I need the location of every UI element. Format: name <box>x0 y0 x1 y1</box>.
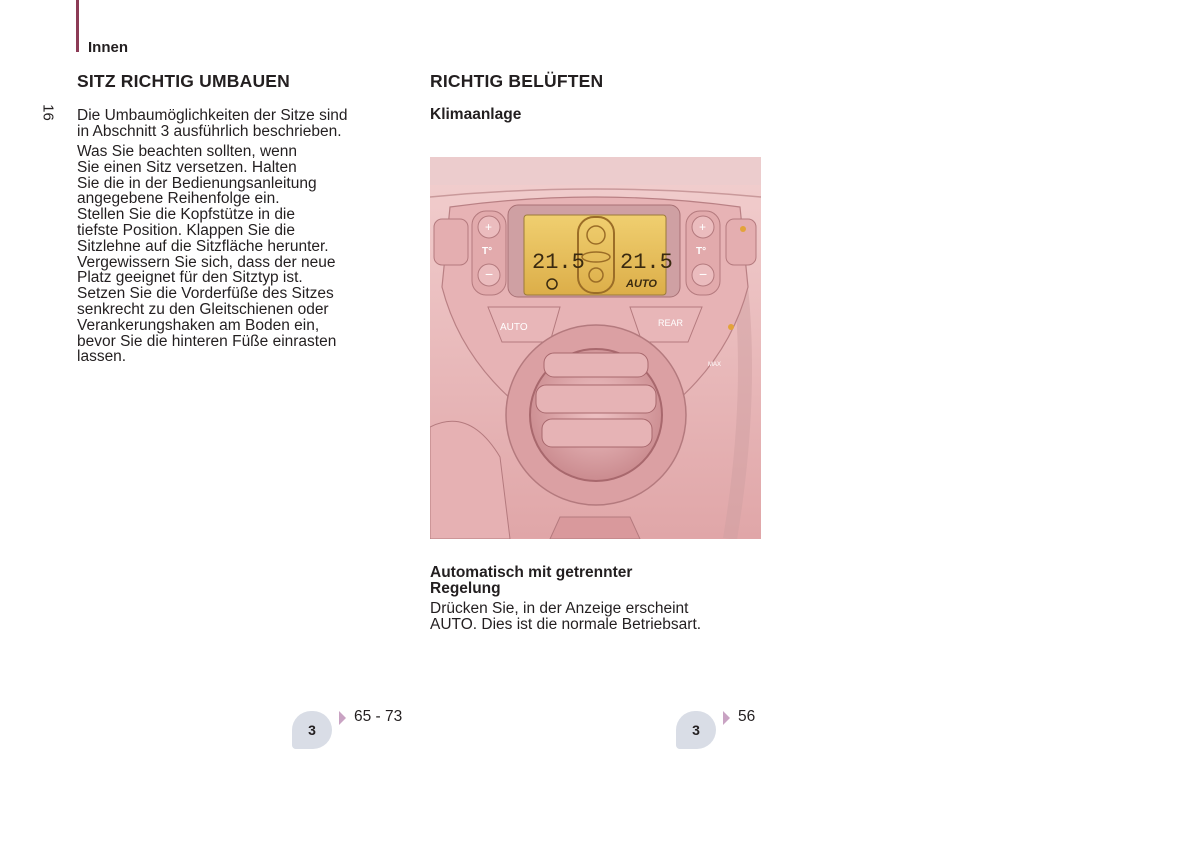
lcd-right-temp: 21.5 <box>620 250 673 275</box>
paragraph-intro: Die Umbaumöglichkeiten der Sitze sind in Abschnitt 3 ausführlich beschrieben. <box>77 107 348 140</box>
lcd-auto-label: AUTO <box>626 278 657 290</box>
page-range: 65 - 73 <box>354 708 403 725</box>
subheading-automatisch: Automatisch mit getrennter Regelung <box>430 564 633 597</box>
lcd-left-temp: 21.5 <box>532 250 585 275</box>
max-label: MAX <box>708 362 722 368</box>
auto-button: AUTO <box>500 322 528 333</box>
arrow-right-icon <box>339 711 346 725</box>
right-temp-label: T° <box>696 246 707 257</box>
paragraph-auto: Drücken Sie, in der Anzeige erscheint AUTO. Dies ist die normale Betriebsart. <box>430 600 702 633</box>
climate-control-photo <box>430 157 761 539</box>
section-bar <box>76 0 79 52</box>
left-temp-label: T° <box>482 246 493 257</box>
page-number: 16 <box>39 104 57 121</box>
arrow-right-icon <box>723 711 730 725</box>
heading-belueften: RICHTIG BELÜFTEN <box>430 71 604 91</box>
heading-sitz: SITZ RICHTIG UMBAUEN <box>77 71 291 91</box>
chapter-badge: 3 <box>292 711 332 749</box>
page-range: 56 <box>738 708 756 725</box>
paragraph-instructions: Was Sie beachten sollten, wenn Sie einen Sitz versetzen. Halten Sie die in der Bedienungsanleitung angegebene Reihenfolge ein. Stellen Sie die Kopfstütze in die tiefste Position. Klappen Sie die Sitzlehne auf die Sitzfläche herunter. Vergewissern Sie sich, dass der neue Platz geeignet für den Sitztyp ist. Setzen Sie die Vorderfüße des Sitzes senkrecht zu den Gleitschienen oder Verankerungshaken am Boden ein, bevor Sie die hinteren Füße einrasten lassen. <box>77 143 337 366</box>
left-plus-button: + <box>485 220 493 234</box>
section-title: Innen <box>88 39 128 56</box>
right-minus-button: − <box>699 266 708 282</box>
chapter-badge: 3 <box>676 711 716 749</box>
left-minus-button: − <box>485 266 494 282</box>
right-plus-button: + <box>699 220 707 234</box>
subheading-klimaanlage: Klimaanlage <box>430 106 522 123</box>
rear-button: REAR <box>658 318 684 328</box>
